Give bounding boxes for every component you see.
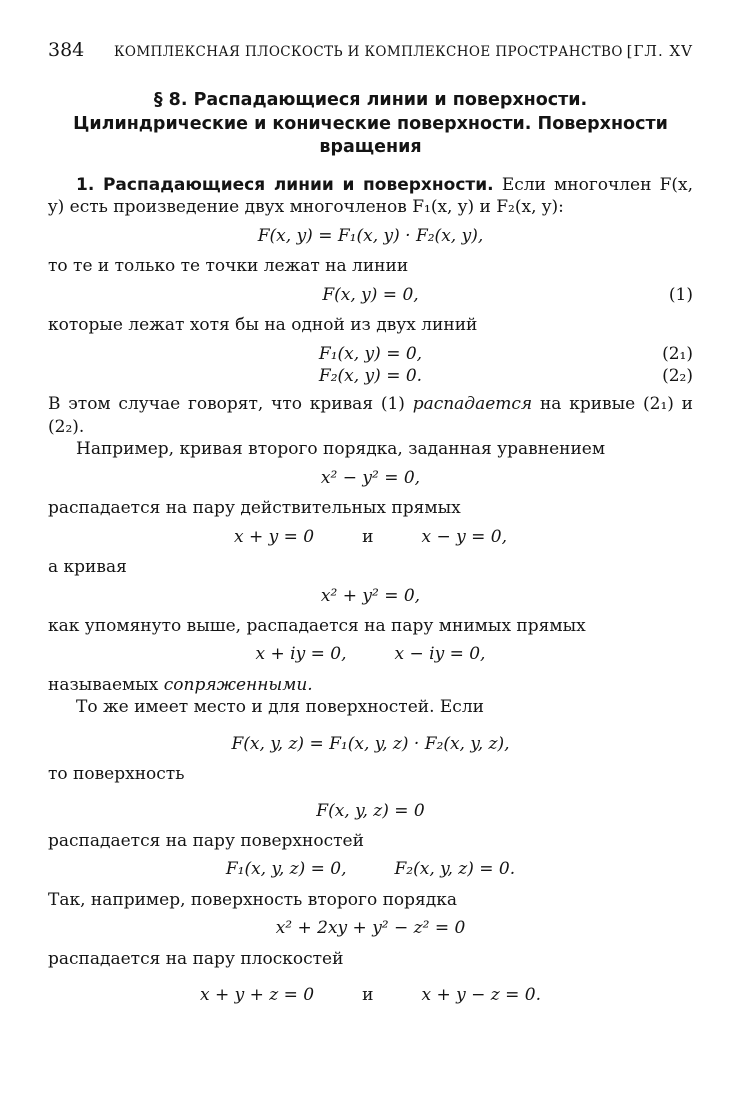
equation-product: F(x, y) = F₁(x, y) · F₂(x, y), (257, 225, 484, 246)
equation-hyperbola: x² − y² = 0, (320, 467, 421, 488)
equation-real-lines: x + y = 0 и x − y = 0, (234, 526, 507, 547)
emphasis: распадается (412, 394, 533, 415)
equation-imaginary-lines: x + iy = 0, x − iy = 0, (255, 644, 486, 665)
paragraph-1 (48, 174, 693, 219)
equation-2-2: F₂(x, y) = 0. (2₂) (318, 366, 693, 387)
equation-number: (1) (668, 284, 693, 305)
paragraph-9: называемых сопряженными. (48, 674, 313, 695)
equation-surfaces: F₁(x, y, z) = 0, F₂(x, y, z) = 0. (225, 859, 516, 880)
equation-circle: x² + y² = 0, (320, 585, 421, 606)
paragraph-14: распадается на пару плоскостей (48, 948, 344, 969)
chapter-label: [ГЛ. XV (626, 42, 693, 60)
equation-surface-product: F(x, y, z) = F₁(x, y, z) · F₂(x, y, z), (231, 733, 510, 754)
paragraph-8: как упомянуто выше, распадается на пару мнимых прямых (48, 615, 586, 636)
equation-number: (2₂) (662, 366, 693, 387)
emphasis: сопряженными. (163, 674, 313, 695)
section-title-line2: Цилиндрические и конические поверхности. Поверхности вращения (73, 113, 668, 158)
page-number: 384 (48, 39, 85, 61)
equation-number: (2₁) (662, 343, 693, 364)
paragraph-13: Так, например, поверхность второго порядка (48, 889, 457, 910)
page (48, 38, 693, 1013)
paragraph-6: распадается на пару действительных прямых (48, 498, 461, 519)
section-title-line1: § 8. Распадающиеся линии и поверхности. (153, 90, 588, 111)
paragraph-7: а кривая (48, 557, 127, 578)
paragraph-1-text: Если многочлен F(x, y) есть произведение двух многочленов F₁(x, y) и F₂(x, y): (48, 174, 693, 218)
running-title: КОМПЛЕКСНАЯ ПЛОСКОСТЬ И КОМПЛЕКСНОЕ ПРОСТРАНСТВО (114, 44, 623, 60)
running-header (48, 38, 693, 63)
paragraph-11: то поверхность (48, 764, 185, 785)
equation-quadric: x² + 2xy + y² − z² = 0 (275, 918, 466, 939)
subsection-title: 1. Распадающиеся линии и поверхности. (76, 174, 494, 195)
paragraph-12: распадается на пару поверхностей (48, 831, 364, 852)
equation-1: F(x, y) = 0, (1) (322, 284, 693, 305)
equation-surface: F(x, y, z) = 0 (316, 800, 425, 821)
paragraph-5: Например, кривая второго порядка, заданная уравнением (76, 439, 606, 460)
paragraph-10: То же имеет место и для поверхностей. Если (76, 697, 484, 718)
paragraph-2: то те и только те точки лежат на линии (48, 256, 409, 277)
paragraph-3: которые лежат хотя бы на одной из двух линий (48, 315, 478, 336)
equation-planes: x + y + z = 0 и x + y − z = 0. (200, 985, 541, 1006)
equation-2-1: F₁(x, y) = 0, (2₁) (318, 343, 693, 364)
paragraph-4: В этом случае говорят, что кривая (1) распадается на кривые (2₁) и (2₂). (48, 394, 693, 437)
